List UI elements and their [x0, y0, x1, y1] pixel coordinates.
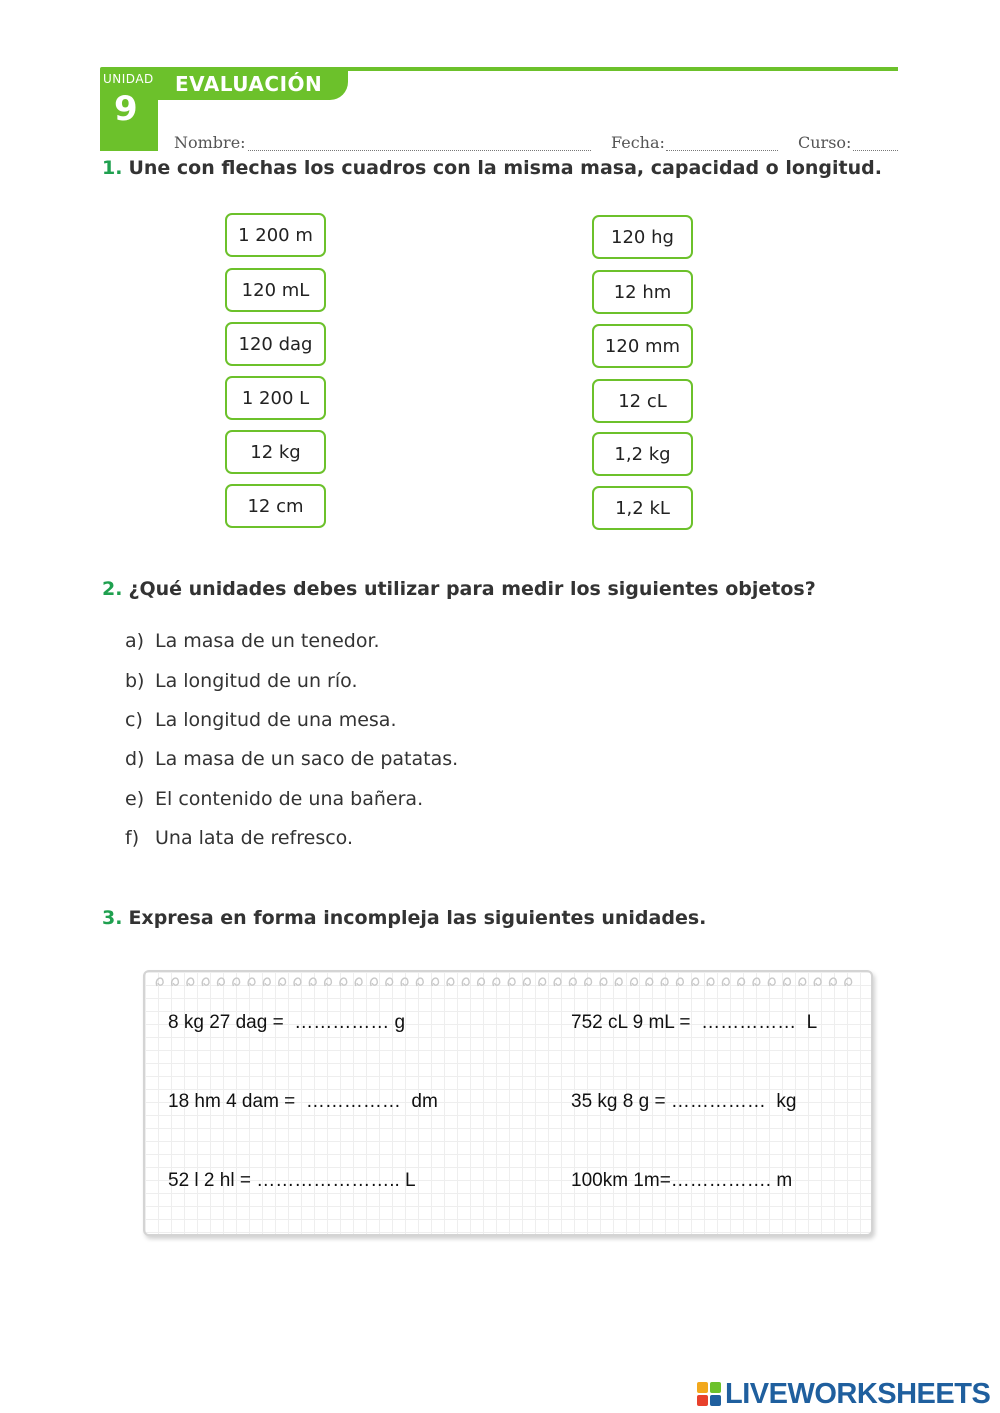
right-box[interactable]: 120 mm	[592, 324, 693, 368]
exercise-2-text: ¿Qué unidades debes utilizar para medir los siguientes objetos?	[128, 578, 816, 600]
question-item	[125, 748, 458, 770]
item-text: El contenido de una bañera.	[155, 788, 424, 810]
conversion-row[interactable]: 52 l 2 hl = ………………….. L	[168, 1170, 416, 1191]
unit-badge	[100, 67, 158, 151]
left-box[interactable]: 12 cm	[225, 484, 326, 528]
item-text: Una lata de refresco.	[155, 827, 354, 849]
question-item	[125, 788, 423, 810]
question-item	[125, 709, 396, 731]
spiral-binding-icon	[153, 974, 865, 988]
conversion-row[interactable]: 100km 1m=……………. m	[571, 1170, 793, 1191]
item-letter: b)	[125, 670, 145, 692]
conversion-row[interactable]: 35 kg 8 g = …………… kg	[571, 1091, 797, 1112]
section-title: EVALUACIÓN	[175, 72, 323, 96]
exercise-3-text: Expresa en forma incompleja las siguientes unidades.	[128, 907, 707, 929]
date-label: Fecha:	[611, 133, 665, 152]
exercise-1-text: Une con flechas los cuadros con la misma masa, capacidad o longitud.	[128, 157, 882, 179]
course-label: Curso:	[798, 133, 852, 152]
unit-label: UNIDAD	[103, 72, 154, 86]
item-letter: d)	[125, 748, 145, 770]
right-box[interactable]: 12 hm	[592, 270, 693, 314]
exercise-3-number: 3.	[102, 907, 123, 929]
exercise-3-title	[102, 907, 706, 929]
brand-name: LIVEWORKSHEETS	[725, 1377, 991, 1410]
item-letter: c)	[125, 709, 143, 731]
question-item	[125, 670, 357, 692]
course-field[interactable]	[853, 150, 898, 151]
left-box[interactable]: 1 200 m	[225, 213, 326, 257]
left-box[interactable]: 12 kg	[225, 430, 326, 474]
left-box[interactable]: 1 200 L	[225, 376, 326, 420]
item-letter: e)	[125, 788, 145, 810]
item-text: La longitud de un río.	[155, 670, 358, 692]
item-letter: a)	[125, 630, 145, 652]
logo-mark-icon	[697, 1382, 721, 1406]
exercise-1-title	[102, 157, 882, 179]
name-field[interactable]	[248, 150, 591, 151]
right-box[interactable]: 1,2 kL	[592, 486, 693, 530]
item-text: La longitud de una mesa.	[155, 709, 397, 731]
name-label: Nombre:	[174, 133, 246, 152]
item-letter: f)	[125, 827, 140, 849]
exercise-1-number: 1.	[102, 157, 123, 179]
right-box[interactable]: 12 cL	[592, 379, 693, 423]
right-box[interactable]: 1,2 kg	[592, 432, 693, 476]
unit-number: 9	[114, 89, 138, 129]
item-text: La masa de un tenedor.	[155, 630, 380, 652]
liveworksheets-logo	[697, 1378, 990, 1410]
left-box[interactable]: 120 mL	[225, 268, 326, 312]
date-field[interactable]	[666, 150, 778, 151]
right-box[interactable]: 120 hg	[592, 215, 693, 259]
exercise-2-title	[102, 578, 816, 600]
item-text: La masa de un saco de patatas.	[155, 748, 459, 770]
question-item	[125, 827, 353, 849]
section-tab	[158, 67, 348, 100]
exercise-2-number: 2.	[102, 578, 123, 600]
conversion-row[interactable]: 18 hm 4 dam = …………… dm	[168, 1091, 438, 1112]
left-box[interactable]: 120 dag	[225, 322, 326, 366]
conversion-row[interactable]: 8 kg 27 dag = …………… g	[168, 1012, 406, 1033]
header-rule	[330, 67, 898, 71]
conversion-row[interactable]: 752 cL 9 mL = …………… L	[571, 1012, 818, 1033]
question-item	[125, 630, 380, 652]
